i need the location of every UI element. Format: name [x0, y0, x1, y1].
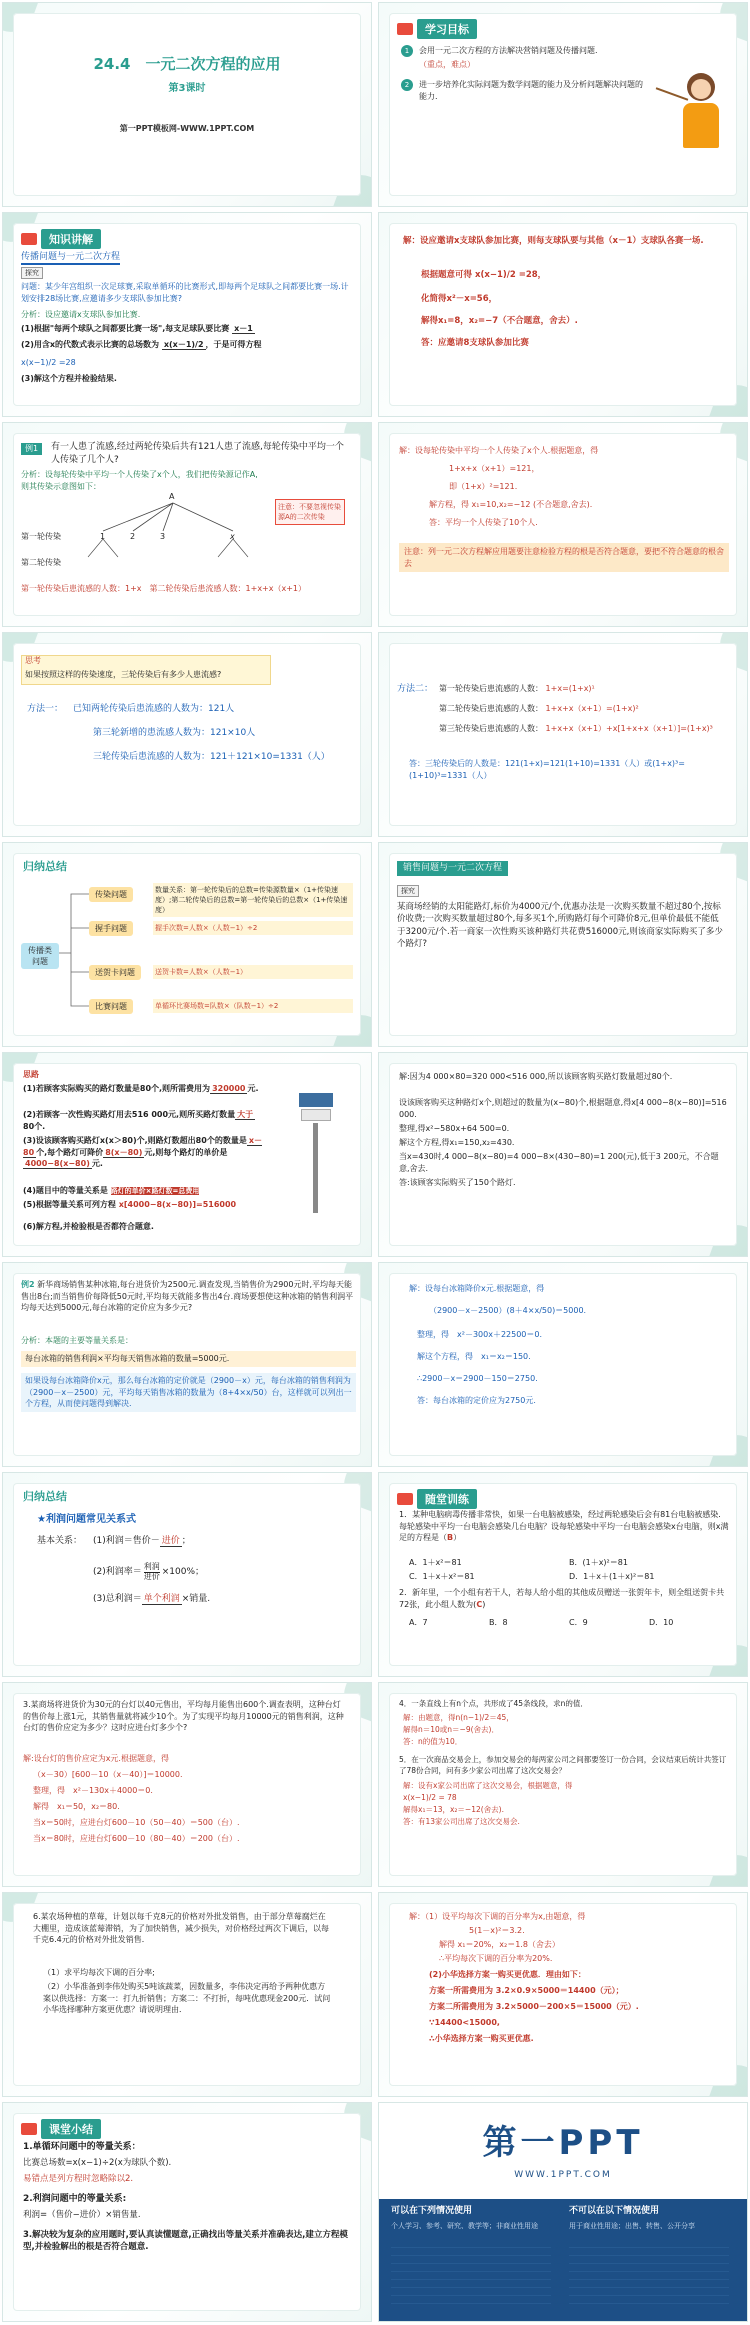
slide-method-two[interactable] — [378, 632, 748, 837]
branch-node: 传染问题 — [89, 887, 133, 902]
explore-tag: 探究 — [21, 267, 43, 279]
goal-number: 2 — [401, 79, 413, 91]
slide-inner — [13, 853, 361, 1036]
solution-line: 方案二所需费用为 3.2×5000－200×5＝15000（元）. — [429, 2002, 639, 2011]
slide-inner — [389, 1273, 737, 1456]
summary-body: 比赛总场数=x(x−1)÷2(x为球队个数). — [23, 2158, 172, 2168]
summary-header: 归纳总结 — [23, 1490, 67, 1503]
solution-line: 当x＝80时，应进台灯600－10（80－40）＝200（台）. — [33, 1834, 240, 1843]
example-label: 例1 — [21, 443, 42, 455]
slide-inner — [389, 433, 737, 616]
solution-line: 解得 x₁＝20%，x₂＝1.8（舍去） — [439, 1940, 560, 1949]
section-subtitle: 销售问题与一元二次方程 — [397, 861, 508, 876]
question-text: 6.某农场种植的草莓，计划以每千克8元的价格对外批发销售，由于部分草莓腐烂在大棚里，造成该蓝莓滞销，为了加快销售，减少损失，对价格经过两次下调后，以每千克6.4元的价格对外批发销售． — [33, 1912, 329, 1945]
goal-note: （重点，难点） — [419, 60, 475, 69]
slide-sales-thinking[interactable] — [2, 1052, 372, 1257]
caution-note: 注意：列一元二次方程解应用题要注意检验方程的根是否符合题意，要把不符合题意的根舍去 — [399, 543, 729, 572]
slide-title[interactable] — [2, 2, 372, 207]
section-subtitle: 传播问题与一元二次方程 — [21, 249, 120, 265]
solution-line: （x－30）[600－10（x－40）]＝10000. — [33, 1770, 183, 1779]
solution-line: 即（1+x）²=121. — [449, 482, 518, 491]
solution-line: 解：设应邀请x支球队参加比赛，则每支球队要与其他（x－1）支球队各赛一场. — [403, 236, 704, 246]
slide-header: 知识讲解 — [21, 229, 101, 249]
solution-line: 当x=430时,4 000−8(x−80)=4 000−8×(430−80)=1 200(元),低于3 200元，不合题意,舍去. — [399, 1152, 719, 1173]
step-1: (1)根据"每两个球队之间都要比赛一场",每支足球队要比赛 x－1 — [21, 324, 253, 333]
branch-detail: 单循环比赛场数=队数×（队数−1）÷2 — [153, 999, 353, 1013]
step-line: (1)若顾客实际购买的路灯数量是80个,则所需费用为 320000 元. — [23, 1084, 259, 1093]
method-line: 已知两轮传染后患流感的人数为：121人 — [73, 704, 235, 714]
slide-inner — [13, 13, 361, 196]
slide-sales-explore[interactable] — [378, 842, 748, 1047]
solution-line: 解得n＝10或n＝−9(舍去)． — [403, 1725, 499, 1734]
thinking-tag: 思路 — [23, 1070, 39, 1079]
analysis-text: 分析：本题的主要等量关系是： — [21, 1336, 133, 1345]
slide-inner — [13, 1903, 361, 2086]
slide-sales-solution[interactable] — [378, 1052, 748, 1257]
solution-line: 根据题意可得 x(x−1)/2 =28， — [421, 270, 547, 280]
problem-text: 问题：某少年宫组织一次足球赛,采取单循环的比赛形式,即每两个足球队之间都要比赛一场.计划安排28场比赛,应邀请多少支球队参加比赛? — [21, 282, 349, 303]
option: B．8 — [489, 1618, 508, 1627]
slide-inner — [389, 13, 737, 196]
slide-objectives[interactable] — [378, 2, 748, 207]
solution-line: (2)小华选择方案一购买更优惠．理由如下： — [429, 1970, 586, 1979]
solution-line: 解这个方程,得x₁=150,x₂=430. — [399, 1138, 515, 1147]
node-a: A — [169, 492, 175, 501]
usage-disallowed-text: 用于商业性用途；出售、转售、公开分享 — [569, 2222, 695, 2230]
slide-summary-spread[interactable] — [2, 842, 372, 1047]
option: C．1＋x＋x²＝81 — [409, 1572, 475, 1581]
solution-line: 整理，得 x²－130x＋4000＝0. — [33, 1786, 153, 1795]
lesson-title: 24.4 一元二次方程的应用 — [93, 55, 281, 73]
question-part: （1）求平均每次下调的百分率; — [43, 1968, 155, 1977]
link-list-placeholder — [391, 2247, 551, 2311]
think-tag: 思考 — [25, 656, 41, 665]
think-question: 如果按照这样的传染速度，三轮传染后有多少人患流感? — [25, 670, 222, 679]
solution-line: 解：设每轮传染中平均一个人传染了x个人.根据题意，得 — [399, 446, 599, 455]
slide-inner — [389, 1483, 737, 1666]
slide-example-fridge[interactable] — [2, 1262, 372, 1467]
slide-brand[interactable] — [378, 2102, 748, 2322]
round-label: 第一轮传染 — [21, 532, 61, 541]
slide-practice-1-2[interactable] — [378, 1472, 748, 1677]
round-line: 第一轮传染后患流感的人数： 1+x=(1+x)¹ — [439, 684, 595, 693]
branch-node: 握手问题 — [89, 921, 133, 936]
slide-inner — [389, 223, 737, 406]
solution-line: 答：平均一个人传染了10个人. — [429, 518, 538, 527]
tree-connector — [59, 888, 89, 1018]
slide-profit-summary[interactable] — [2, 1472, 372, 1677]
solution-line: ∴小华选择方案一购买更优惠. — [429, 2034, 534, 2043]
method-line: 三轮传染后患流感的人数为：121＋121×10=1331（人） — [93, 752, 330, 762]
answer-line: 答：三轮传染后的人数是：121(1+x)=121(1+10)=1331（人）或(1+x)³=(1+10)³=1331（人） — [409, 759, 685, 780]
slide-inner — [13, 1063, 361, 1246]
flag-icon — [397, 1493, 413, 1505]
solution-line: 1+x+x（x+1）=121， — [449, 464, 540, 473]
relation-box: 每台冰箱的销售利润×平均每天销售冰箱的数量=5000元. — [21, 1351, 356, 1367]
relation-line: (1)利润＝售价－ 进价 ； — [93, 1536, 191, 1546]
step-line: (5)根据等量关系可列方程 x[4000−8(x−80)]=516000 — [23, 1200, 237, 1209]
solution-line: 解得x₁=8，x₂=−7（不合题意，舍去）. — [421, 316, 578, 326]
flag-icon — [21, 233, 37, 245]
option: A．1＋x²＝81 — [409, 1558, 462, 1567]
option: B．(1＋x)²＝81 — [569, 1558, 628, 1567]
solution-line: 答：有13家公司出席了这次交易会. — [403, 1817, 520, 1826]
brand-info-band — [379, 2199, 747, 2322]
step-3: (3)解这个方程并检验结果. — [21, 374, 117, 383]
solution-line: 整理，得 x²－300x＋22500＝0. — [417, 1330, 543, 1339]
solution-line: x(x−1)/2 = 78 — [403, 1793, 457, 1802]
solution-line: ∴2900－x＝2900－150＝2750. — [417, 1374, 538, 1383]
slide-think-three-rounds[interactable] — [2, 632, 372, 837]
solution-line: 设该顾客购买这种路灯x个,则超过的数量为(x−80)个,根据题意,得x[4 000−8(x−80)]=516 000. — [399, 1098, 727, 1119]
analysis-text: 则其传染示意图如下： — [21, 482, 101, 491]
solution-line: 5(1－x)²＝3.2. — [469, 1926, 525, 1935]
solution-line: 化简得x²－x=56， — [421, 294, 498, 304]
slide-practice-6-solution[interactable] — [378, 1892, 748, 2097]
equation: x(x−1)/2 =28 — [21, 358, 76, 367]
link-list-placeholder — [569, 2247, 729, 2311]
step-line: (3)设该顾客购买路灯x(x＞80)个,则路灯数超出80个的数量是 x－80 个,每个路灯可降价 8(x－80) 元,则每个路灯的单价是4000−8(x−80) 元. — [23, 1136, 262, 1169]
solution-line: 答：每台冰箱的定价应为2750元. — [417, 1396, 536, 1405]
slide-class-summary[interactable] — [2, 2102, 372, 2322]
slide-practice-6[interactable] — [2, 1892, 372, 2097]
question-text: 4．一条直线上有n个点，共形成了45条线段，求n的值． — [399, 1699, 588, 1708]
solution-line: 解：设有x家公司出席了这次交易会，根据题意，得 — [403, 1781, 573, 1790]
lesson-subtitle: 第3课时 — [168, 83, 206, 94]
slide-inner — [13, 1693, 361, 1876]
example-question: 有一人患了流感,经过两轮传染后共有121人患了流感,每轮传染中平均一个人传染了几个人? — [51, 442, 344, 466]
slide-inner — [13, 2113, 361, 2311]
slide-fridge-solution[interactable] — [378, 1262, 748, 1467]
branch-detail: 数量关系：第一轮传染后的总数=传染源数量×（1+传染速度）;第二轮传染后的总数=第一轮传染后的总数×（1+传染速度） — [153, 883, 353, 917]
step-line: (4)题目中的等量关系是 路灯的单价×路灯数=总费用 — [23, 1186, 200, 1195]
solution-line: 解：设每台冰箱降价x元.根据题意，得 — [409, 1284, 545, 1293]
explore-tag: 探究 — [397, 885, 419, 897]
solution-line: 解：由题意，得n(n−1)/2＝45， — [403, 1713, 514, 1722]
branch-detail: 送贺卡数=人数×（人数−1） — [153, 965, 353, 979]
slide-inner — [389, 643, 737, 826]
caution-note: 注意：不要忽视传染源A的二次传染 — [275, 499, 345, 525]
node-x: x — [230, 532, 235, 541]
slide-flu-solution[interactable] — [378, 422, 748, 627]
brand-url: WWW.1PPT.COM — [514, 2170, 612, 2180]
slide-example-flu[interactable] — [2, 422, 372, 627]
teacher-illustration — [675, 73, 725, 158]
method-line: 第三轮新增的患流感人数为：121×10人 — [93, 728, 256, 738]
slide-explore-tournament[interactable] — [2, 212, 372, 417]
slide-practice-4-5[interactable] — [378, 1682, 748, 1887]
slide-header: 随堂训练 — [397, 1489, 477, 1509]
summary-title: ★利润问题常见关系式 — [37, 1514, 136, 1525]
round-label: 第二轮传染 — [21, 558, 61, 567]
question-text: 5．在一次商品交易会上，参加交易会的每两家公司之间都要签订一份合同，会议结束后统计共签订了78份合同，问有多少家公司出席了这次交易会？ — [399, 1755, 727, 1775]
solution-line: 解:设台灯的售价应定为x元.根据题意，得 — [23, 1754, 169, 1763]
branch-node: 比赛问题 — [89, 999, 133, 1014]
slide-header: 课堂小结 — [21, 2119, 101, 2139]
summary-heading: 2.利润问题中的等量关系: — [23, 2194, 127, 2204]
solution-line: 当x＝50时，应进台灯600－10（50－40）＝500（台）. — [33, 1818, 240, 1827]
slide-inner — [13, 1273, 361, 1456]
solution-line: 解得 x₁＝50，x₂＝80. — [33, 1802, 120, 1811]
question-part: （2）小华准备到李伟处购买5吨该蔬菜，因数量多，李伟决定再给予两种优惠方案以供选择：方案一：打九折销售；方案二：不打折，每吨优惠现金200元．试问小华选择哪种方案更优惠？请说明理由． — [43, 1982, 331, 2015]
usage-disallowed-heading: 不可以在以下情况使用 — [569, 2206, 660, 2216]
summary-heading: 1.单循环问题中的等量关系： — [23, 2142, 141, 2152]
branch-node: 送贺卡问题 — [89, 965, 141, 980]
slide-inner — [389, 1693, 737, 1876]
solution-line: （2900－x－2500）(8＋4×x/50)＝5000. — [429, 1306, 587, 1315]
question-text: 2．新年里，一个小组有若干人，若每人给小组的其他成员赠送一张贺年卡，则全组送贺卡共72张，此小组人数为(C) — [399, 1588, 725, 1609]
footer-credit: 第一PPT模板网-WWW.1PPT.COM — [119, 124, 255, 133]
analysis-text: 分析：设每轮传染中平均一个人传染了x个人，我们把传染源记作A, — [21, 470, 258, 479]
round-result: 第一轮传染后患流感的人数：1+x 第二轮传染后患流感人数：1+x+x（x+1） — [21, 584, 307, 593]
round-line: 第二轮传染后患流感的人数： 1+x+x（x+1）=(1+x)² — [439, 704, 639, 713]
question-text: 1．某种电脑病毒传播非常快，如果一台电脑被感染，经过两轮感染后会有81台电脑被感染．每轮感染中平均一台电脑会感染几台电脑？设每轮感染中平均一台电脑会感染x台电脑，则x满足的方程是（B） — [399, 1510, 729, 1543]
branch-detail: 握手次数=人数×（人数−1）÷2 — [153, 921, 353, 935]
solution-line: 解得x₁＝13，x₂＝−12(舍去). — [403, 1805, 504, 1814]
analysis-text: 如果设每台冰箱降价x元，那么每台冰箱的定价就是（2900－x）元，每台冰箱的销售利润为（2900－x－2500）元，平均每天销售冰箱的数量为（8+4×x/50）台，这样就可以列出一个方程，从而使问题得到解决. — [21, 1373, 356, 1412]
method-label: 方法一： — [27, 704, 64, 714]
lamp-illustration — [291, 1093, 341, 1213]
method-label: 方法二： — [397, 684, 434, 694]
root-node: 传播类问题 — [21, 943, 59, 969]
analysis-text: 分析：设应邀请x支球队参加比赛. — [21, 310, 141, 319]
node-2: 2 — [130, 532, 136, 541]
relation-label: 基本关系： — [37, 1536, 83, 1546]
solution-line: ∴平均每次下调的百分率为20%. — [439, 1954, 553, 1963]
node-1: 1 — [100, 532, 106, 541]
flag-icon — [21, 2123, 37, 2135]
option: A．7 — [409, 1618, 428, 1627]
slide-inner — [13, 1483, 361, 1666]
slide-inner — [13, 433, 361, 616]
question-text: 3.某商场将进货价为30元的台灯以40元售出，平均每月能售出600个.调查表明，这种台灯的售价每上涨1元，其销售量就将减少10个。为了实现平均每月10000元的销售利润，这种台灯的售价应定为多少？这时应进台灯多少个? — [23, 1700, 344, 1733]
solution-line: ∵14400<15000, — [429, 2018, 500, 2027]
brand-logo: 第一PPT — [482, 2123, 644, 2163]
problem-text: 某商场经销的太阳能路灯,标价为4000元/个,优惠办法是一次购买数量不超过80个,按标价收费;一次购买数量超过80个,每多买1个,所购路灯每个可降价8元,但单价最低不能低于3200元/个.若一商家一次性购买该种路灯共花费516000元,则该商家实际购买了多少个路灯? — [397, 902, 723, 949]
slide-inner — [389, 853, 737, 1036]
summary-warning: 易错点是列方程时忽略除以2. — [23, 2174, 134, 2184]
solution-line: 解这个方程，得 x₁＝x₂＝150. — [417, 1352, 531, 1361]
slide-header: 学习目标 — [397, 19, 477, 39]
summary-body: 利润=（售价−进价）×销售量. — [23, 2210, 141, 2220]
step-line: (2)若顾客一次性购买路灯用去516 000元,则所买路灯数量 大于80个. — [23, 1110, 254, 1131]
summary-header: 归纳总结 — [23, 860, 67, 873]
node-3: 3 — [160, 532, 166, 541]
goal-text: 会用一元二次方程的方法解决营销问题及传播问题. — [419, 46, 598, 55]
slide-inner — [13, 223, 361, 406]
goal-number: 1 — [401, 45, 413, 57]
summary-body: 3.解决较为复杂的应用题时,要认真读懂题意,正确找出等量关系并准确表达,建立方程模型,并检验解出的根是否符合题意. — [23, 2230, 348, 2253]
step-2: (2)用含x的代数式表示比赛的总场数为 x(x－1)/2 ，于是可得方程 — [21, 340, 262, 349]
solution-line: 答：应邀请8支球队参加比赛 — [421, 338, 529, 348]
solution-line: 整理,得x²−580x+64 500=0. — [399, 1124, 510, 1133]
usage-allowed-text: 个人学习、参考、研究、教学等；非商业性用途 — [391, 2222, 538, 2230]
solution-line: 解方程，得 x₁=10,x₂=−12 (不合题意,舍去). — [429, 500, 593, 509]
slide-inner — [389, 1063, 737, 1246]
slide-inner — [389, 1903, 737, 2086]
usage-allowed-heading: 可以在下列情况使用 — [391, 2206, 473, 2216]
round-line: 第三轮传染后患流感的人数： 1+x+x（x+1）+x[1+x+x（x+1）]=(1+x)³ — [439, 724, 713, 733]
step-line: (6)解方程,并检验根是否都符合题意. — [23, 1222, 154, 1231]
solution-line: 答：n的值为10． — [403, 1737, 463, 1746]
goal-text: 进一步培养化实际问题为数学问题的能力及分析问题解决问题的能力. — [419, 80, 643, 101]
solution-line: 方案一所需费用为 3.2×0.9×5000＝14400（元）； — [429, 1986, 624, 1995]
option: D．10 — [649, 1618, 674, 1627]
slide-tournament-solution[interactable] — [378, 212, 748, 417]
slide-inner — [13, 643, 361, 826]
solution-line: 解:因为4 000×80=320 000<516 000,所以该顾客购买路灯数量超过80个. — [399, 1072, 673, 1081]
spread-diagram — [83, 491, 283, 561]
example-question: 例2 新华商场销售某种冰箱,每台进货价为2500元.调查发现,当销售价为2900元时,平均每天能售出8台;而当销售价每降低50元时,平均每天就能多售出4台.商场要想使这种冰箱的销售利润平均每天达到5000元,每台冰箱的定价应为多少元? — [21, 1280, 354, 1313]
slide-practice-3[interactable] — [2, 1682, 372, 1887]
relation-line: (2)利润率＝ 利润 进价 ×100%； — [93, 1562, 205, 1581]
option: D．1＋x＋(1＋x)²＝81 — [569, 1572, 655, 1581]
relation-line: (3)总利润＝ 单个利润 ×销量. — [93, 1594, 211, 1604]
solution-line: 解：（1）设平均每次下调的百分率为x,由题意，得 — [409, 1912, 586, 1921]
option: C．9 — [569, 1618, 588, 1627]
flag-icon — [397, 23, 413, 35]
solution-line: 答:该顾客实际购买了150个路灯. — [399, 1178, 516, 1187]
